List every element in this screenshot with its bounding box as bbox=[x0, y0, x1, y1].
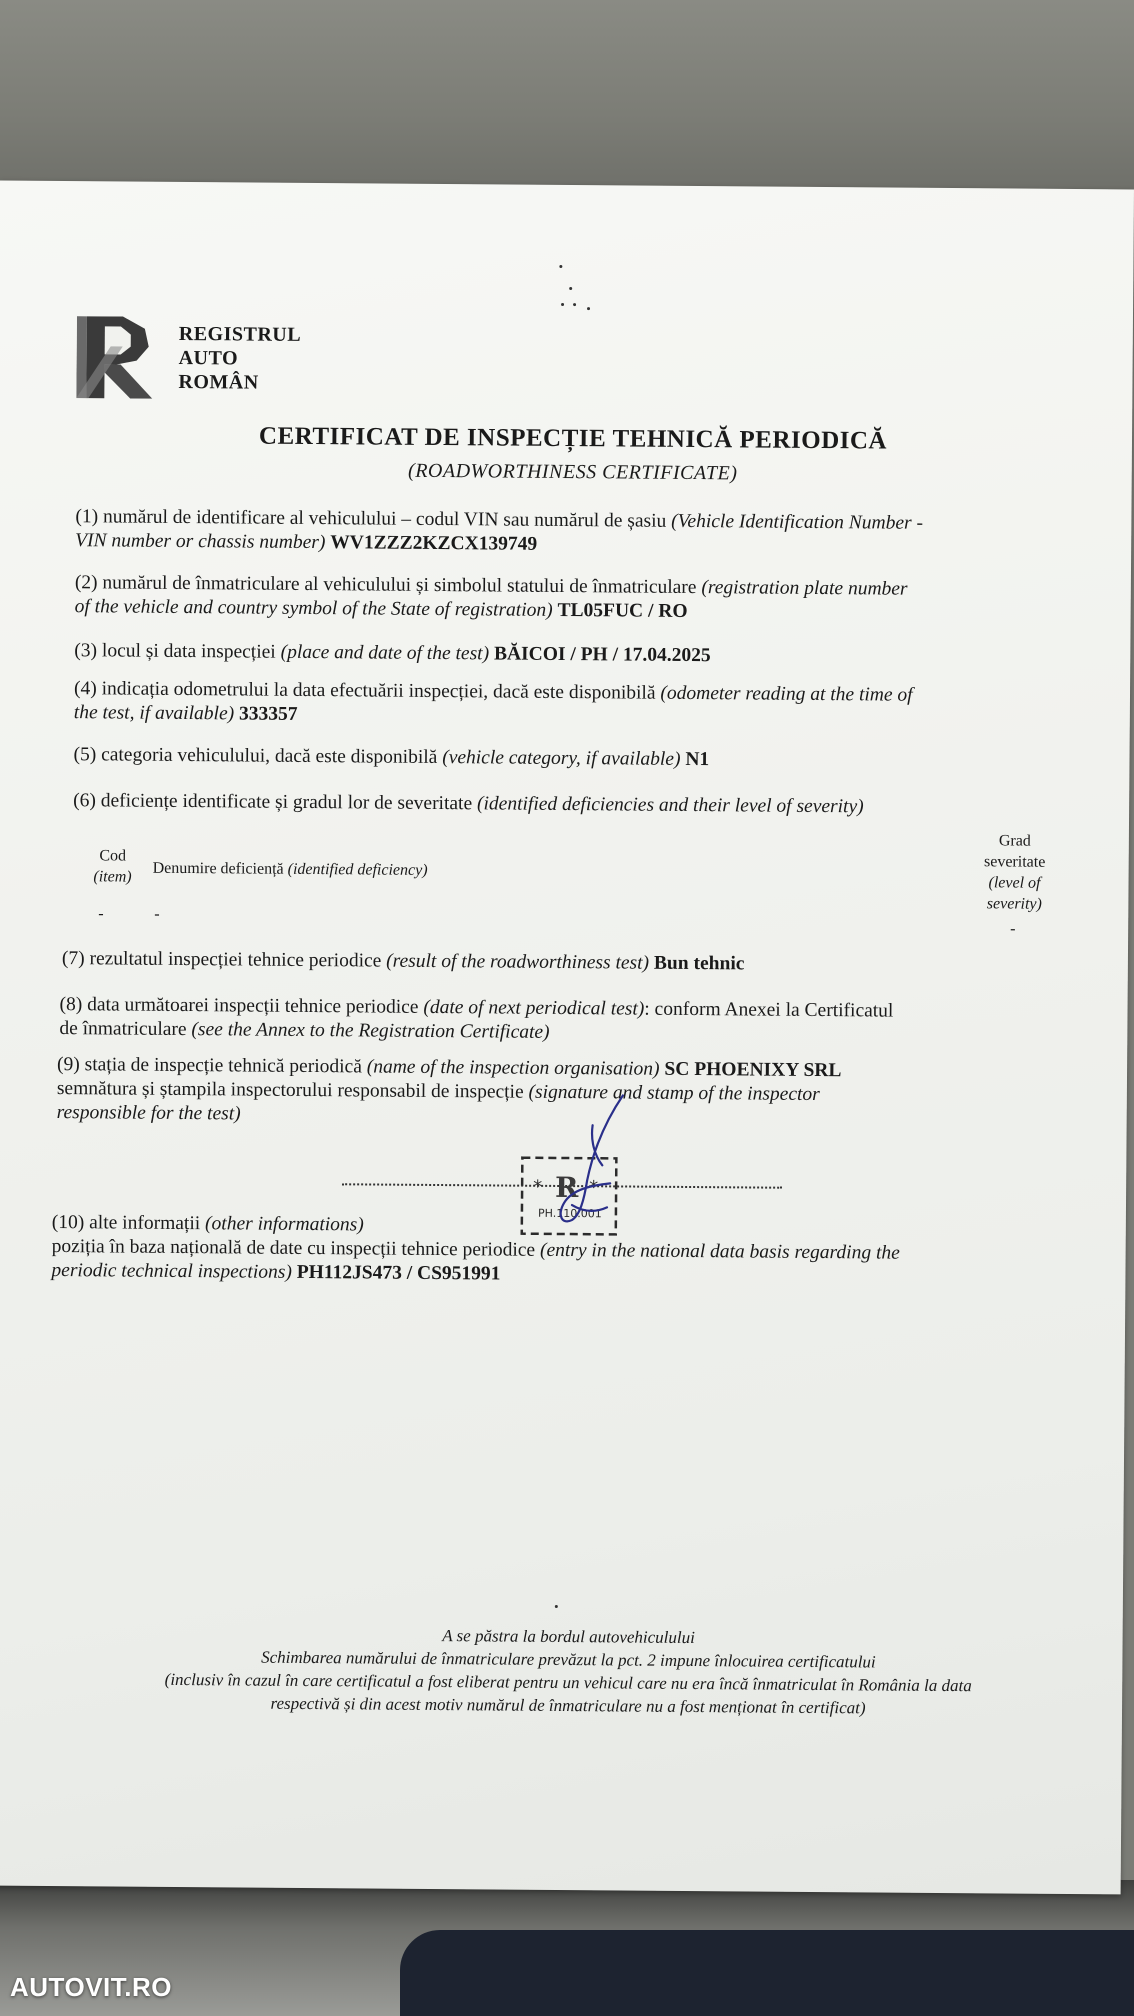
svg-text:*: * bbox=[533, 1176, 543, 1198]
paper-speck bbox=[559, 265, 562, 268]
field-category: (5) categoria vehiculului, dacă este disponibilă (vehicle category, if available) N1 bbox=[73, 744, 710, 771]
table-cell-code: - bbox=[98, 905, 104, 923]
station-value: SC PHOENIXY SRL bbox=[664, 1058, 842, 1082]
field-deficiencies: (6) deficiențe identificate și gradul lor de severitate (identified deficiencies and their level of severity) bbox=[73, 790, 864, 818]
paper-speck bbox=[587, 307, 590, 310]
field-registration: (2) numărul de înmatriculare al vehiculului și simbolul statului de înmatriculare (registration plate number of the vehicle and country symbol of the State of registration) TL05FUC / RO bbox=[74, 572, 908, 622]
certificate-paper bbox=[0, 181, 1134, 1895]
place-date-value: BĂICOI / PH / 17.04.2025 bbox=[493, 643, 711, 667]
field-result: (7) rezultatul inspecției tehnice periodice (result of the roadworthiness test) Bun tehnic bbox=[61, 948, 745, 975]
table-cell-name: - bbox=[154, 905, 160, 923]
paper-speck bbox=[573, 303, 576, 306]
database-entry-value: PH112JS473 / CS951991 bbox=[296, 1261, 501, 1285]
registration-value: TL05FUC / RO bbox=[557, 599, 688, 622]
field-other-info: (10) alte informații (other informations) poziția în baza națională de date cu inspecții tehnice periodice (entry in the national data basis regarding the periodic technical inspections) PH112JS473 / CS951991 bbox=[51, 1211, 900, 1285]
field-place-date: (3) locul și data inspecției (place and date of the test) BĂICOI / PH / 17.04.2025 bbox=[74, 640, 711, 667]
signature-scribble bbox=[532, 1085, 643, 1236]
certificate-subtitle: (ROADWORTHINESS CERTIFICATE) bbox=[407, 459, 738, 485]
paper-speck bbox=[561, 303, 564, 306]
category-value: N1 bbox=[685, 748, 710, 771]
footer-note: A se păstra la bordul autovehiculului Schimbarea numărului de înmatriculare prevăzut la pct. 2 impune înlocuirea certificatului (inclusiv în cazul în care certificatul a fost eliberat pentru un vehicul care nu era încă înmatriculat în România la data respectivă și din acest motiv numărul de înmatriculare nu a fost menționat în certificat) bbox=[164, 1626, 972, 1718]
result-value: Bun tehnic bbox=[653, 952, 745, 975]
vin-value: WV1ZZZ2KZCX139749 bbox=[330, 532, 538, 555]
svg-text:R: R bbox=[554, 1170, 579, 1205]
paper-speck bbox=[555, 1605, 558, 1608]
odometer-value: 333357 bbox=[238, 703, 298, 725]
paper-speck bbox=[569, 287, 572, 290]
stamp-code: PH.110.001 bbox=[538, 1206, 602, 1221]
table-header-severity: Grad severitate (level of severity) bbox=[983, 832, 1046, 913]
rar-logo-icon bbox=[76, 316, 161, 399]
field-next-test: (8) data următoarei inspecții tehnice periodice (date of next periodical test): conform Anexei la Certificatul de înmatriculare (see the Annex to the Registration Certificate) bbox=[59, 994, 894, 1043]
watermark: AUTOVIT.RO bbox=[10, 1972, 172, 2002]
field-odometer: (4) indicația odometrului la data efectuării inspecției, dacă este disponibilă (odometer reading at the time of the test, if available) 333357 bbox=[73, 678, 913, 725]
field-inspection-station: (9) stația de inspecție tehnică periodică (name of the inspection organisation) SC PHOENIXY SRL semnătura și ștampila inspectorului responsabil de inspecție (signature and stamp of the inspector responsible for the test) bbox=[56, 1054, 842, 1125]
table-header-code: Cod (item) bbox=[93, 847, 132, 886]
field-vin: (1) numărul de identificare al vehiculului – codul VIN sau numărul de șasiu (Vehicle Identification Number - VIN number or chassis number) WV1ZZZ2KZCX139749 bbox=[75, 506, 924, 555]
background-top bbox=[0, 0, 1134, 190]
background-object bbox=[400, 1930, 1134, 2016]
svg-text:*: * bbox=[589, 1177, 599, 1199]
table-header-name: Denumire deficiență (identified deficiency) bbox=[152, 859, 428, 879]
table-cell-severity: - bbox=[1010, 920, 1016, 938]
certificate-title: CERTIFICAT DE INSPECȚIE TEHNICĂ PERIODICĂ bbox=[258, 422, 888, 455]
logo-wordmark: REGISTRUL AUTO ROMÂN bbox=[178, 322, 302, 394]
